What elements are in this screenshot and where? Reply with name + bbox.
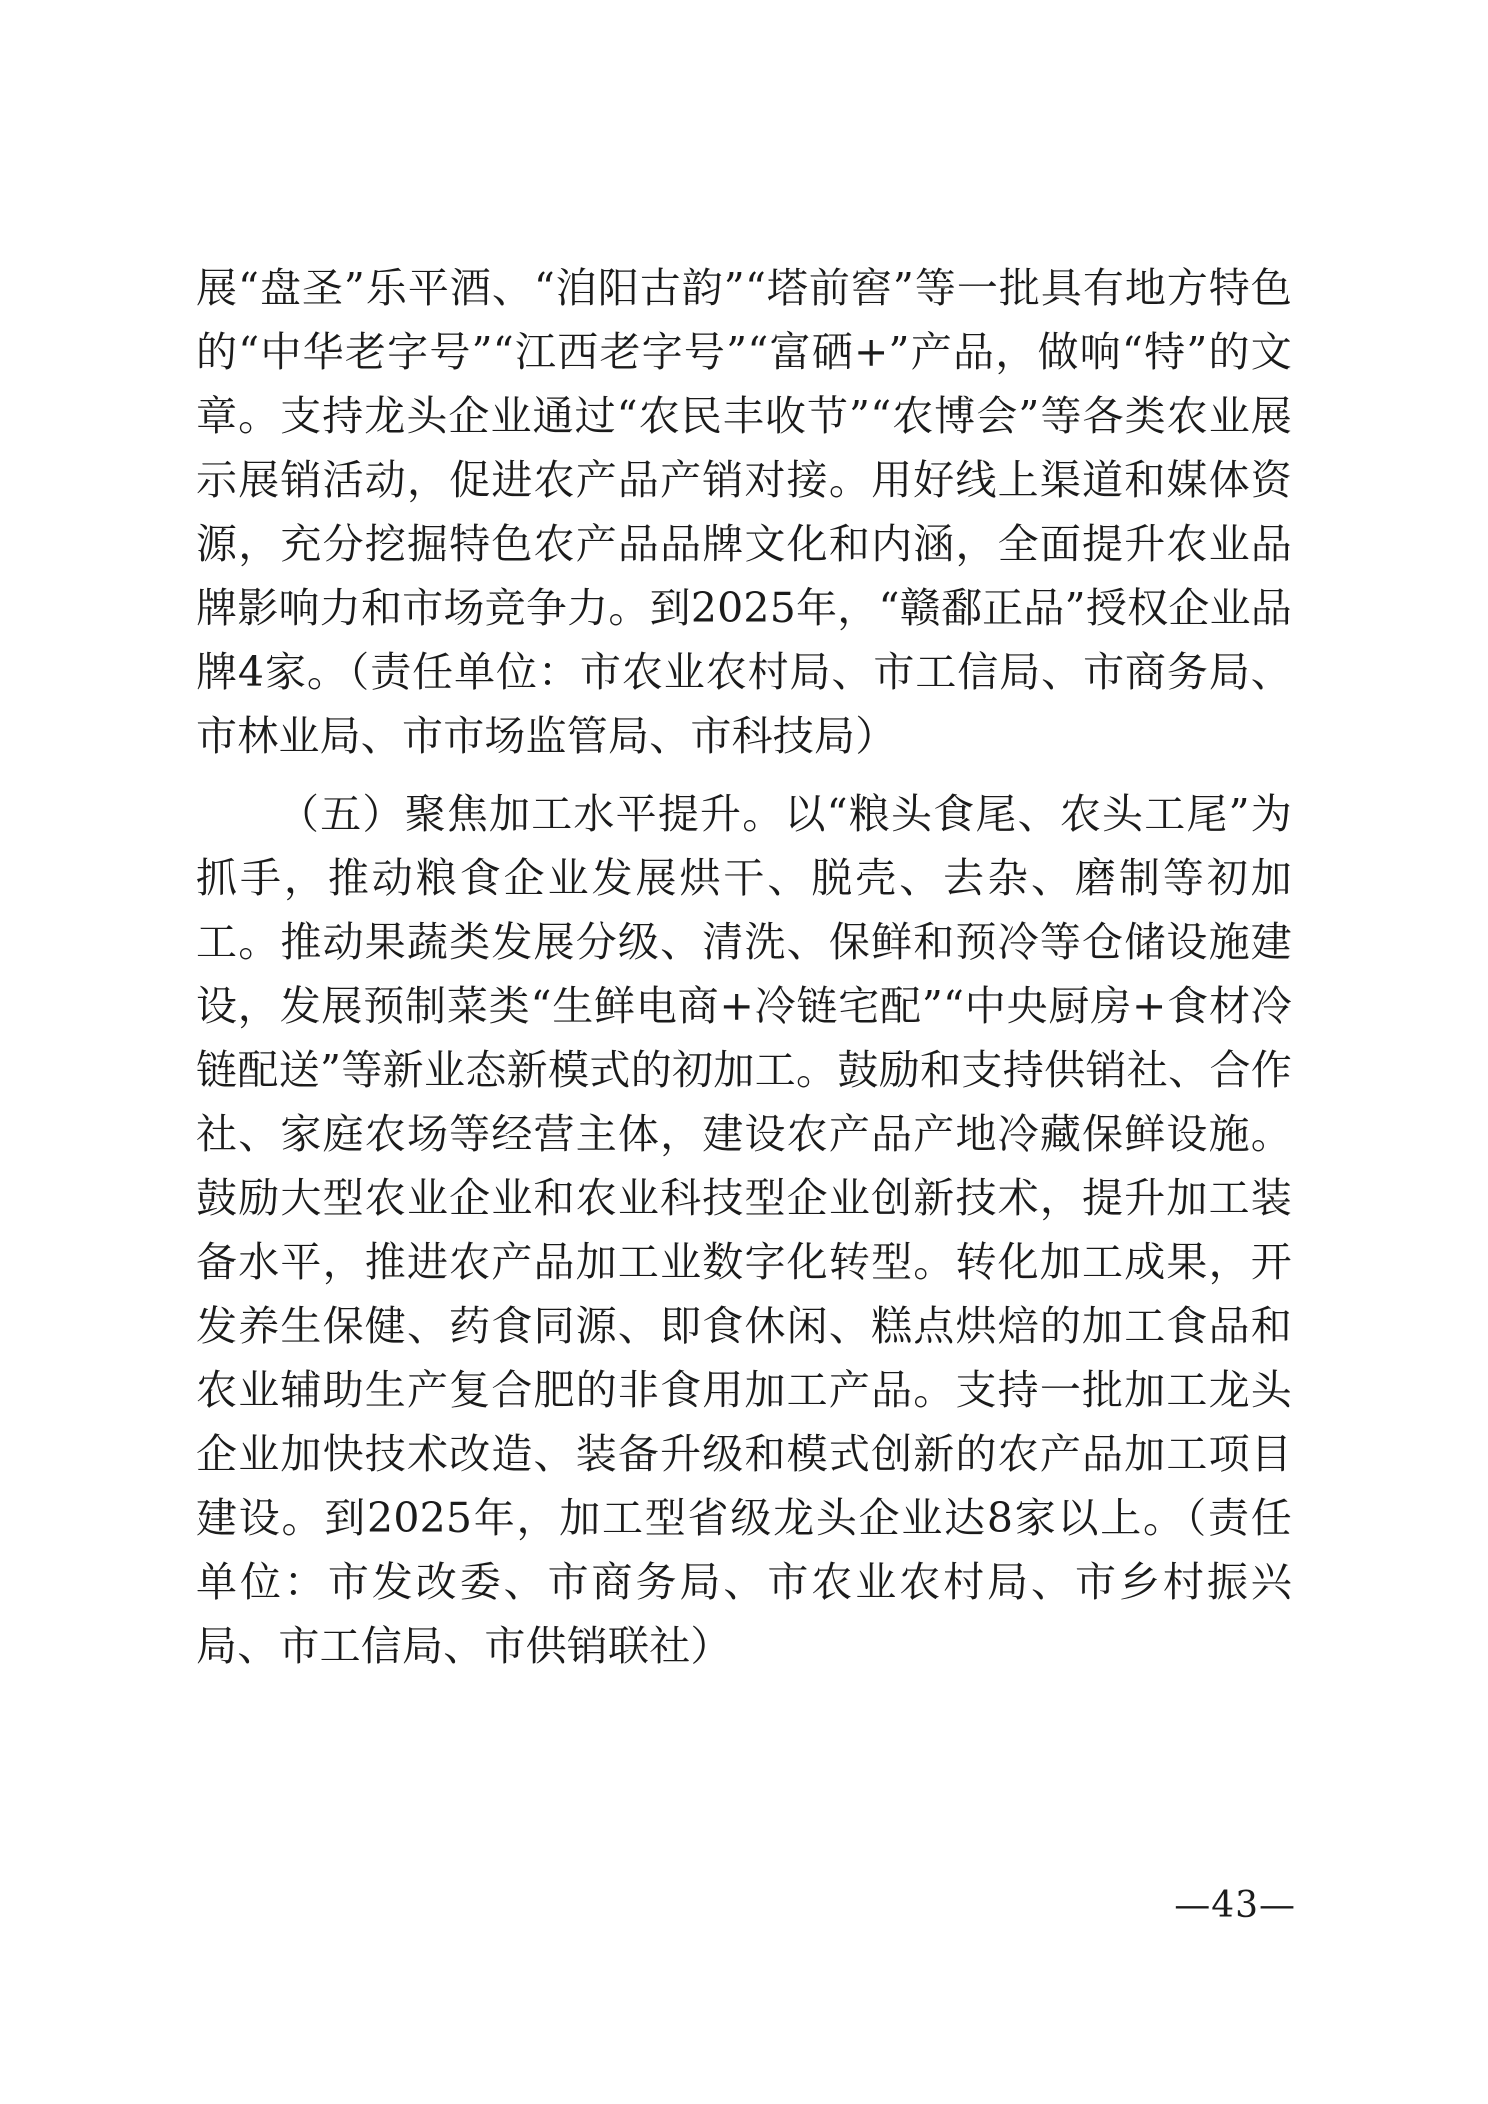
page-number: —43— <box>1174 1885 1296 1926</box>
paragraph-processing-upgrade: （五）聚焦加工水平提升。以“粮头食尾、农头工尾”为抓手，推动粮食企业发展烘干、脱壳、去杂、磨制等初加工。推动果蔬类发展分级、清洗、保鲜和预冷等仓储设施建设，发展预制菜类“生鲜电商+冷链宅配”“中央厨房+食材冷链配送”等新业态新模式的初加工。鼓励和支持供销社、合作社、家庭农场等经营主体，建设农产品产地冷藏保鲜设施。鼓励大型农业企业和农业科技型企业创新技术，提升加工装备水平，推进农产品加工业数字化转型。转化加工成果，开发养生保健、药食同源、即食休闲、糕点烘焙的加工食品和农业辅助生产复合肥的非食用加工产品。支持一批加工龙头企业加快技术改造、装备升级和模式创新的农产品加工项目建设。到2025年，加工型省级龙头企业达8家以上。（责任单位：市发改委、市商务局、市农业农村局、市乡村振兴局、市工信局、市供销联社） <box>196 790 1292 1670</box>
paragraph-brand-culture: 展“盘圣”乐平酒、“洎阳古韵”“塔前窖”等一批具有地方特色的“中华老字号”“江西老字号”“富硒+”产品，做响“特”的文章。支持龙头企业通过“农民丰收节”“农博会”等各类农业展示展销活动，促进农产品产销对接。用好线上渠道和媒体资源，充分挖掘特色农产品品牌文化和内涵，全面提升农业品牌影响力和市场竞争力。到2025年，“赣鄱正品”授权企业品牌4家。（责任单位：市农业农村局、市工信局、市商务局、市林业局、市市场监管局、市科技局） <box>196 264 1292 760</box>
page-body <box>196 256 1292 1678</box>
